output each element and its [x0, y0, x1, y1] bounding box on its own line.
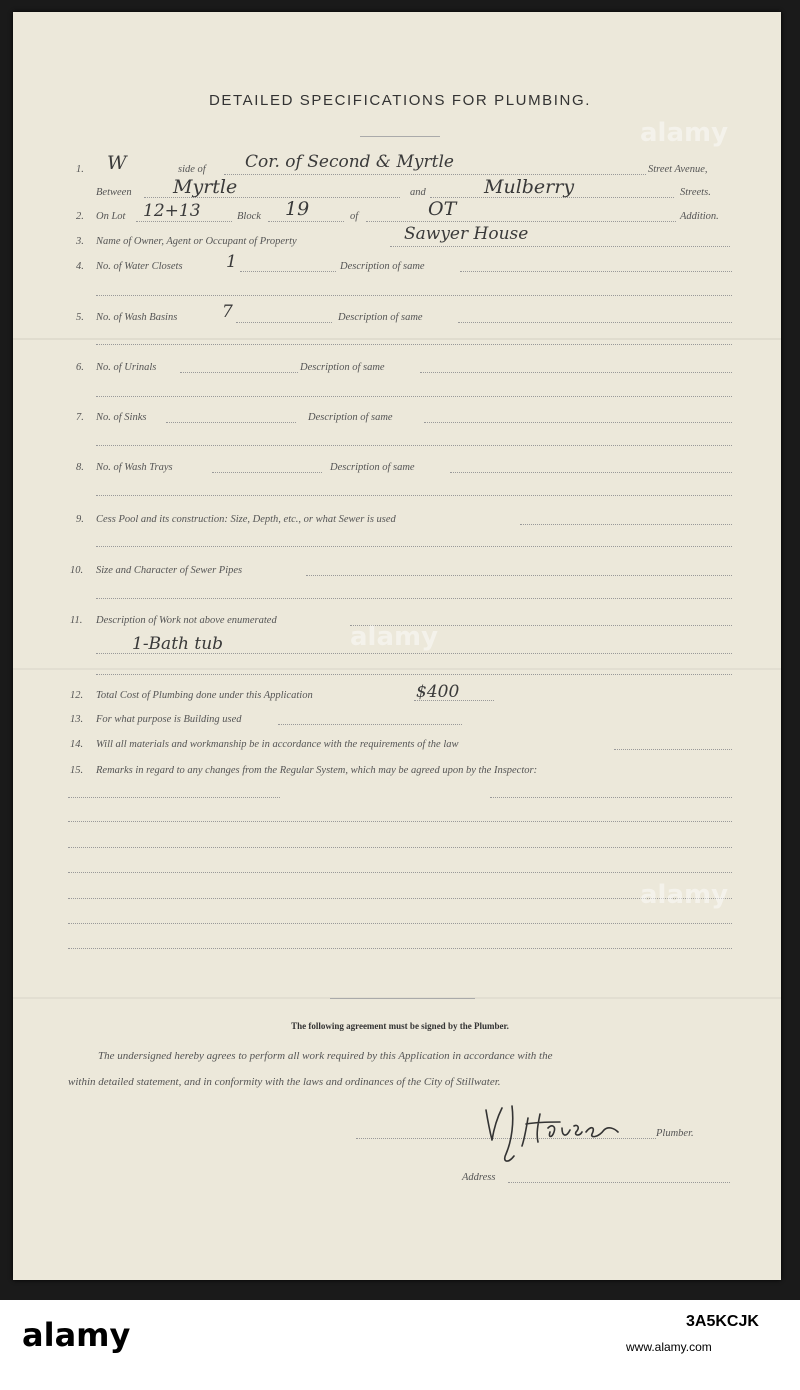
row11-number: 11.: [70, 615, 83, 626]
row12-label: Total Cost of Plumbing done under this Application: [96, 690, 313, 701]
row12-line: [414, 700, 494, 701]
plumber-label: Plumber.: [656, 1128, 694, 1139]
row15-label: Remarks in regard to any changes from the Regular System, which may be agreed upon by the Inspector:: [96, 765, 538, 776]
row2-line-block: [268, 221, 344, 222]
watermark: alamy: [640, 118, 729, 148]
row11-label: Description of Work not above enumerated: [96, 615, 277, 626]
row3-number: 3.: [76, 236, 84, 247]
row2-of-label: of: [350, 211, 359, 222]
row1-corner-value: Cor. of Second & Myrtle: [245, 152, 454, 172]
row2-addition-label: Addition.: [680, 211, 719, 222]
row8-line-b: [450, 472, 732, 473]
row14-number: 14.: [70, 739, 84, 750]
row14-line: [614, 749, 732, 750]
row4-desc-label: Description of same: [340, 261, 425, 272]
row13-line: [278, 724, 462, 725]
row5-number: 5.: [76, 312, 84, 323]
row5-desc-label: Description of same: [338, 312, 423, 323]
row6-extra-line: [96, 396, 732, 397]
row2-of-value: OT: [428, 198, 457, 220]
row11-extra-line-1: [96, 653, 732, 654]
row10-line: [306, 575, 732, 576]
row8-line-a: [212, 472, 322, 473]
row1b-and-value: Mulberry: [484, 176, 575, 198]
row1b-between-label: Between: [96, 187, 132, 198]
stock-image-id: 3A5KCJK: [686, 1313, 759, 1330]
row9-label: Cess Pool and its construction: Size, Depth, etc., or what Sewer is used: [96, 514, 396, 525]
row3-line: [390, 246, 730, 247]
row9-extra-line: [96, 546, 732, 547]
row1b-between-value: Myrtle: [173, 176, 238, 198]
row6-desc-label: Description of same: [300, 362, 385, 373]
remarks-line-2: [68, 821, 732, 822]
row5-line-a: [236, 322, 332, 323]
row7-extra-line: [96, 445, 732, 446]
row8-number: 8.: [76, 462, 84, 473]
agreement-line-2: within detailed statement, and in conformity with the laws and ordinances of the City of Stillwater.: [68, 1076, 501, 1088]
remarks-line-7: [68, 948, 732, 949]
agreement-heading: The following agreement must be signed by the Plumber.: [291, 1021, 509, 1031]
row8-extra-line: [96, 495, 732, 496]
remarks-line-1b: [490, 797, 732, 798]
row7-label: No. of Sinks: [96, 412, 147, 423]
row6-number: 6.: [76, 362, 84, 373]
fold-line: [13, 668, 781, 670]
agreement-line-1: The undersigned hereby agrees to perform all work required by this Application in accordance with the: [98, 1050, 553, 1062]
row7-line-b: [424, 422, 732, 423]
row14-label: Will all materials and workmanship be in accordance with the requirements of the law: [96, 739, 459, 750]
form-title: DETAILED SPECIFICATIONS FOR PLUMBING.: [208, 92, 592, 109]
row10-number: 10.: [70, 565, 84, 576]
title-divider: [360, 136, 440, 137]
row4-extra-line: [96, 295, 732, 296]
row12-number: 12.: [70, 690, 84, 701]
row2-block-value: 19: [285, 198, 310, 220]
row2-line-of: [366, 221, 676, 222]
row6-line-a: [180, 372, 298, 373]
row15-number: 15.: [70, 765, 84, 776]
watermark: alamy: [350, 622, 439, 652]
row5-line-b: [458, 322, 732, 323]
watermark: alamy: [640, 880, 729, 910]
plumber-signature: [478, 1088, 668, 1168]
row4-line-a: [240, 271, 336, 272]
row2-lot-value: 12+13: [143, 201, 201, 221]
row11-extra-line-2: [96, 674, 732, 675]
row5-value: 7: [222, 302, 233, 322]
row1-side-label: side of: [178, 164, 206, 175]
signature-text: [486, 1100, 491, 1101]
row9-line: [520, 524, 732, 525]
row7-number: 7.: [76, 412, 84, 423]
row3-value: Sawyer House: [404, 224, 529, 244]
row1-number: 1.: [76, 164, 84, 175]
stock-logo: alamy: [22, 1316, 131, 1354]
row11-value: 1-Bath tub: [132, 634, 224, 654]
row2-number: 2.: [76, 211, 84, 222]
row13-label: For what purpose is Building used: [96, 714, 242, 725]
row1-line: [224, 174, 646, 175]
row5-label: No. of Wash Basins: [96, 312, 178, 323]
row10-label: Size and Character of Sewer Pipes: [96, 565, 243, 576]
row7-line-a: [166, 422, 296, 423]
row3-label: Name of Owner, Agent or Occupant of Property: [96, 236, 297, 247]
row5-extra-line: [96, 344, 732, 345]
remarks-line-1a: [68, 797, 280, 798]
row1-street-label: Street Avenue,: [648, 164, 708, 175]
address-label: Address: [462, 1172, 496, 1183]
row1b-and-label: and: [410, 187, 426, 198]
row1b-streets-label: Streets.: [680, 187, 711, 198]
row6-label: No. of Urinals: [96, 362, 157, 373]
row2-block-label: Block: [237, 211, 261, 222]
row7-desc-label: Description of same: [308, 412, 393, 423]
row8-label: No. of Wash Trays: [96, 462, 173, 473]
row4-label: No. of Water Closets: [96, 261, 183, 272]
remarks-line-4: [68, 872, 732, 873]
row12-value: $400: [416, 682, 460, 702]
row10-extra-line: [96, 598, 732, 599]
stock-url[interactable]: www.alamy.com: [626, 1340, 712, 1354]
remarks-line-3: [68, 847, 732, 848]
row9-number: 9.: [76, 514, 84, 525]
row4-value: 1: [226, 252, 237, 272]
agreement-divider: [330, 998, 475, 999]
row2-lot-label: On Lot: [96, 211, 126, 222]
row4-line-b: [460, 271, 732, 272]
remarks-line-6: [68, 923, 732, 924]
row8-desc-label: Description of same: [330, 462, 415, 473]
fold-line: [13, 338, 781, 340]
row1-side-value: W: [107, 152, 127, 174]
row2-line-lot: [136, 221, 232, 222]
row4-number: 4.: [76, 261, 84, 272]
row13-number: 13.: [70, 714, 84, 725]
row6-line-b: [420, 372, 732, 373]
address-line: [508, 1182, 730, 1183]
remarks-line-5: [68, 898, 732, 899]
